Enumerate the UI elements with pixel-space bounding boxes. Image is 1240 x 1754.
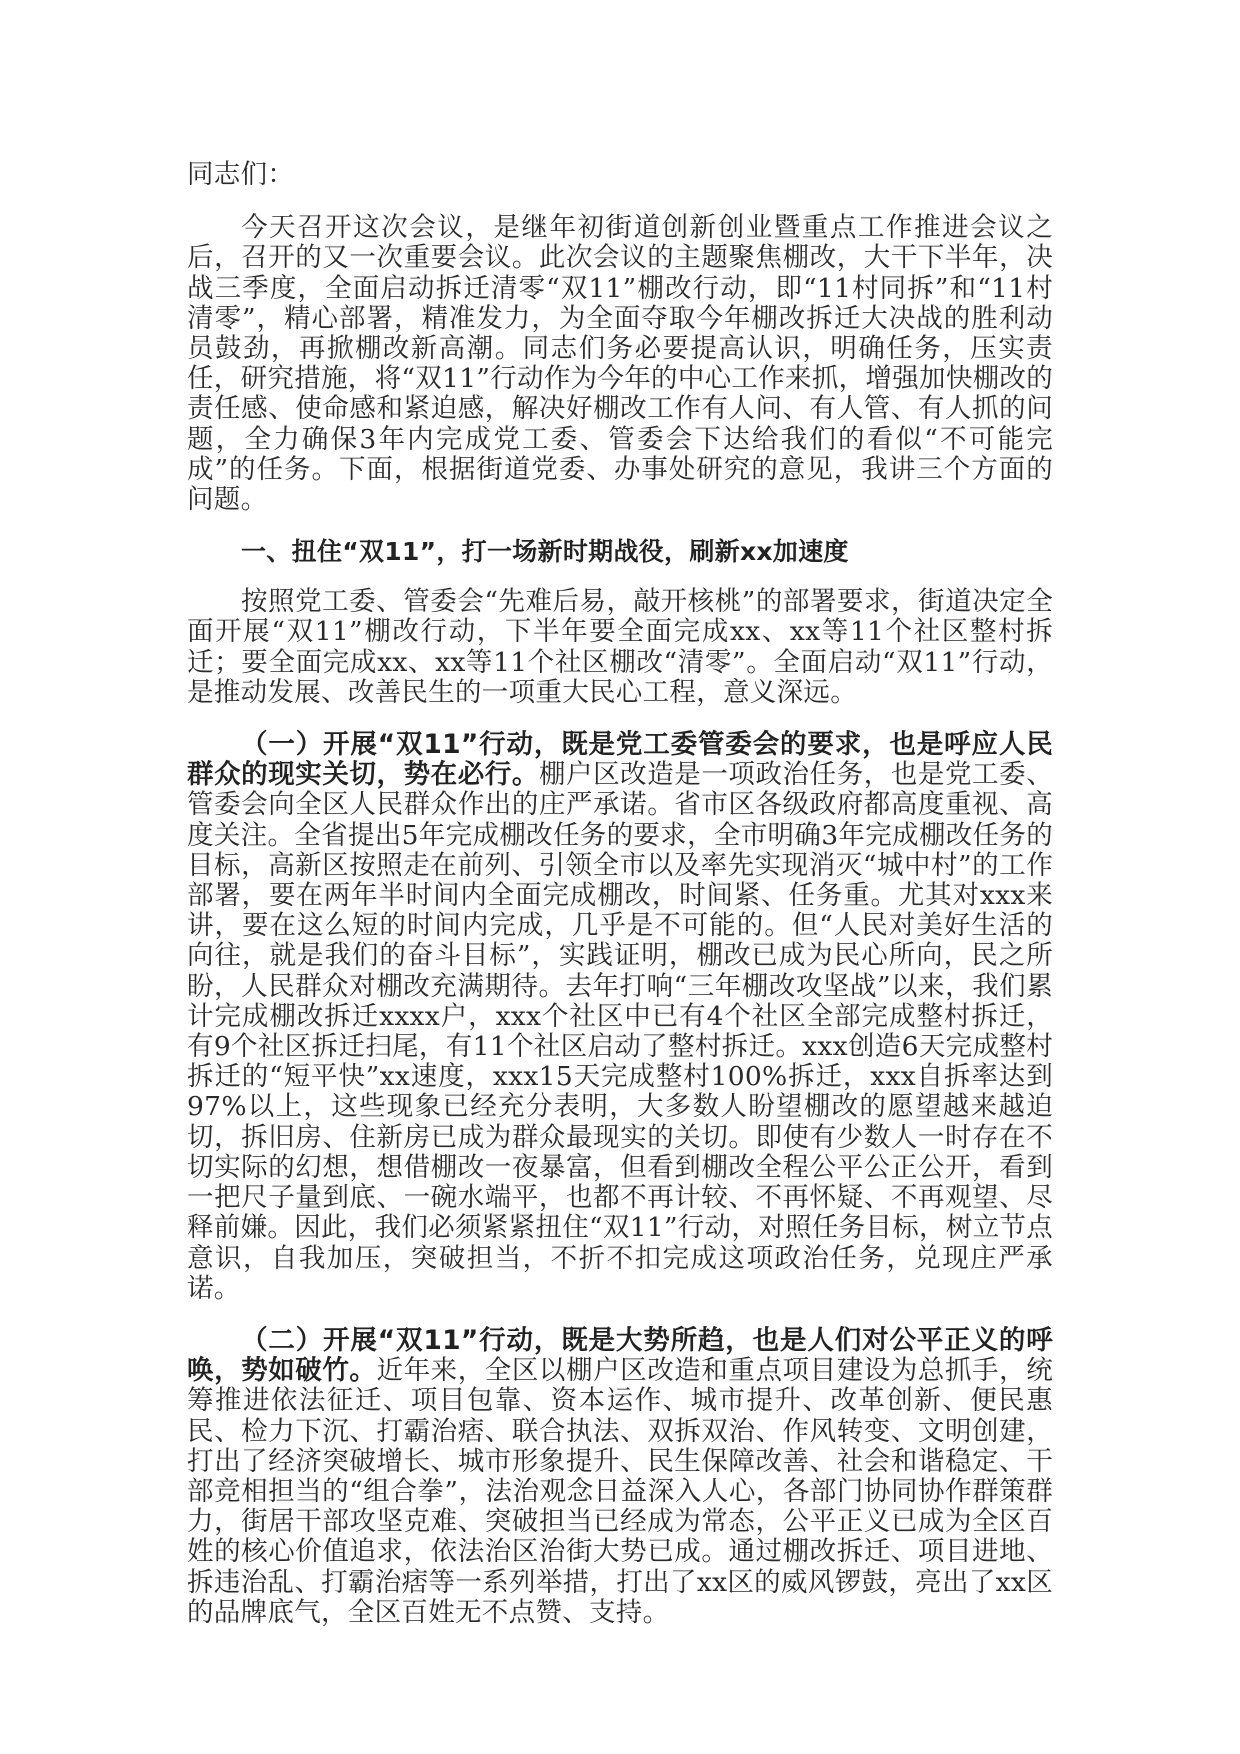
salutation: 同志们： [187,159,295,190]
subsection-2-body: 近年来，全区以棚户区改造和重点项目建设为总抓手，统筹推进依法征迁、项目包靠、资本运作、城市提升、改革创新、便民惠民、检力下沉、打霸治痞、联合执法、双拆双治、作风转变、文明创建，打出了经济突破增长、城市形象提升、民生保障改善、社会和谐稳定、干部竞相担当的“组合拳”，法治观念日益深入人心，各部门协同协作群策群力，街居干部攻坚克难、突破担当已经成为常态，公平正义已成为全区百姓的核心价值追求，依法治区治街大势已成。通过棚改拆迁、项目进地、拆违治乱、打霸治痞等一系列举措，打出了xx区的威风锣鼓，亮出了xx区的品牌底气，全区百姓无不点赞、支持。 [187,1355,1053,1628]
intro-paragraph: 今天召开这次会议，是继年初街道创新创业暨重点工作推进会议之后，召开的又一次重要会议。此次会议的主题聚焦棚改，大干下半年，决战三季度，全面启动拆迁清零“双11”棚改行动，即“11村同拆”和“11村清零”，精心部署，精准发力，为全面夺取今年棚改拆迁大决战的胜利动员鼓劲，再掀棚改新高潮。同志们务必要提高认识，明确任务，压实责任，研究措施，将“双11”行动作为今年的中心工作来抓，增强加快棚改的责任感、使命感和紧迫感，解决好棚改工作有人问、有人管、有人抓的问题，全力确保3年内完成党工委、管委会下达给我们的看似“不可能完成”的任务。下面，根据街道党委、办事处研究的意见，我讲三个方面的问题。 [187,212,1054,516]
subsection-1-lead: （一）开展“双11”行动，既是党工委管委会的要求，也是呼应人民群众的现实关切，势在必行。 [187,729,1053,791]
subsection-2-paragraph [187,1326,1053,1628]
document-page [187,160,1053,1628]
subsection-1-body: 棚户区改造是一项政治任务，也是党工委、管委会向全区人民群众作出的庄严承诺。省市区各级政府都高度重视、高度关注。全省提出5年完成棚改任务的要求，全市明确3年完成棚改任务的目标，高新区按照走在前列、引领全市以及率先实现消灭“城中村”的工作部署，要在两年半时间内全面完成棚改，时间紧、任务重。尤其对xxx来讲，要在这么短的时间内完成，几乎是不可能的。但“人民对美好生活的向往，就是我们的奋斗目标”，实践证明，棚改已成为民心所向，民之所盼，人民群众对棚改充满期待。去年打响“三年棚改攻坚战”以来，我们累计完成棚改拆迁xxxx户，xxx个社区中已有4个社区全部完成整村拆迁，有9个社区拆迁扫尾，有11个社区启动了整村拆迁。xxx创造6天完成整村拆迁的“短平快”xx速度，xxx15天完成整村100%拆迁，xxx自拆率达到97%以上，这些现象已经充分表明，大多数人盼望棚改的愿望越来越迫切，拆旧房、住新房已成为群众最现实的关切。即使有少数人一时存在不切实际的幻想，想借棚改一夜暴富，但看到棚改全程公平公正公开，看到一把尺子量到底、一碗水端平，也都不再计较、不再怀疑、不再观望、尽释前嫌。因此，我们必须紧紧扭住“双11”行动，对照任务目标，树立节点意识，自我加压，突破担当，不折不扣完成这项政治任务，兑现庄严承诺。 [187,759,1054,1304]
subsection-1-paragraph [187,730,1053,1304]
subsection-2-lead: （二）开展“双11”行动，既是大势所趋，也是人们对公平正义的呼唤，势如破竹。 [187,1324,1053,1387]
section-1-body: 按照党工委、管委会“先难后易，敲开核桃”的部署要求，街道决定全面开展“双11”棚改行动，下半年要全面完成xx、xx等11个社区整村拆迁；要全面完成xx、xx等11个社区棚改“清零”。全面启动“双11”行动，是推动发展、改善民生的一项重大民心工程，意义深远。 [187,586,1053,708]
section-1-heading: 一、扭住“双11”，打一场新时期战役，刷新xx加速度 [241,537,849,567]
